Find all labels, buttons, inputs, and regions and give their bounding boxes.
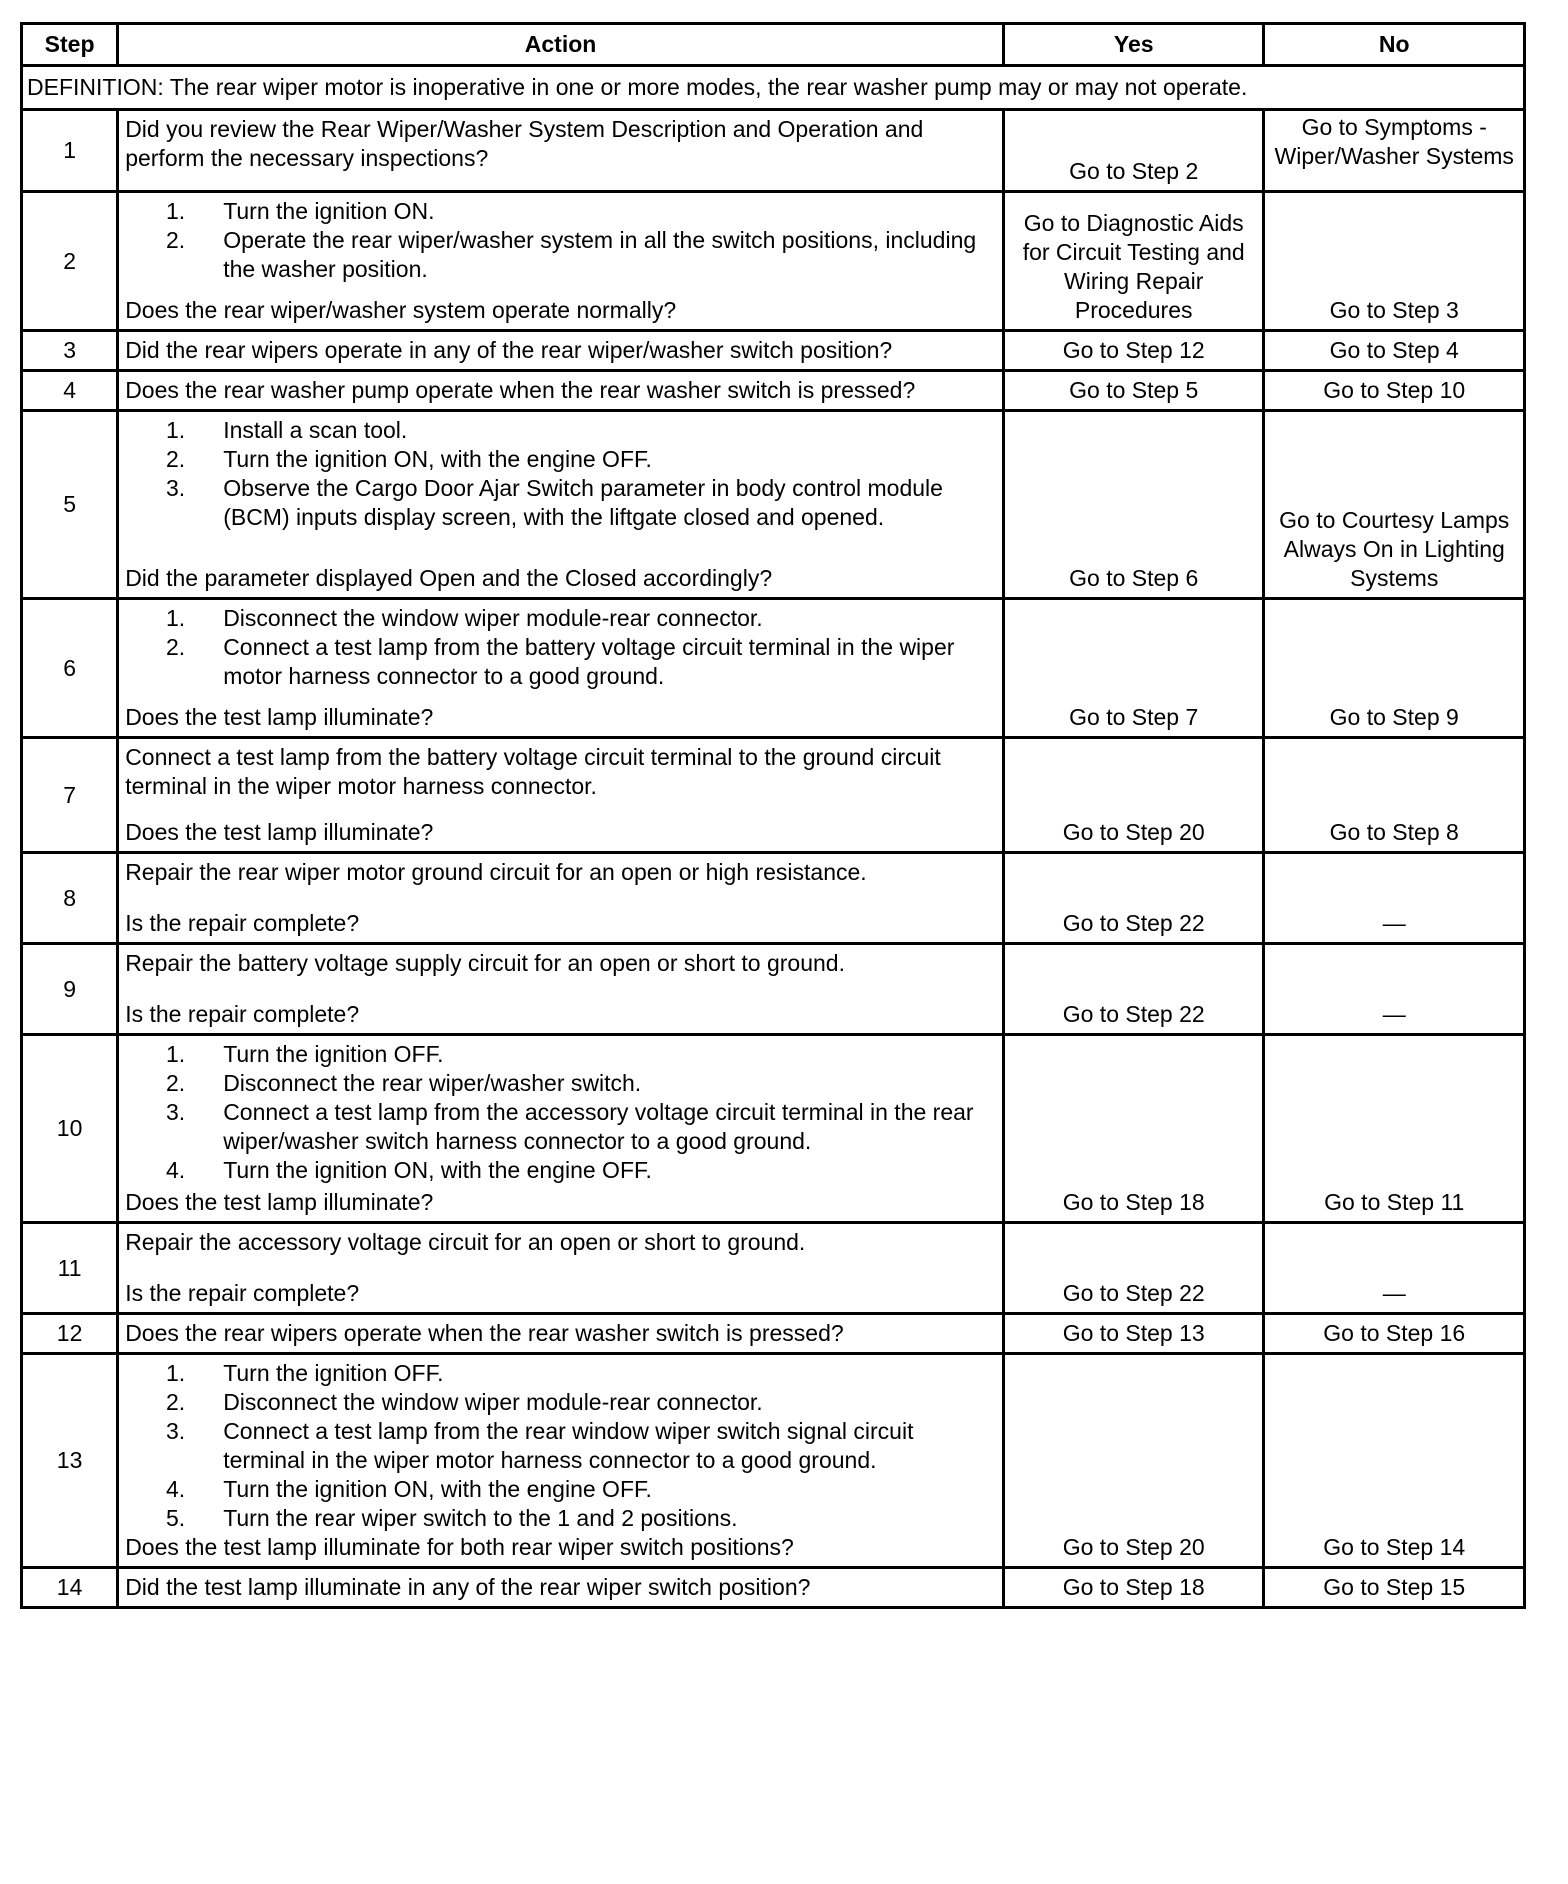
- table-row: [22, 738, 1525, 853]
- action-content: [125, 1359, 996, 1562]
- table-row: [22, 1223, 1525, 1314]
- spacer: [125, 691, 996, 703]
- no-result: —: [1264, 853, 1525, 944]
- action-question: Does the rear washer pump operate when the rear washer switch is pressed?: [125, 377, 916, 403]
- step-number: 11: [22, 1223, 118, 1314]
- list-item-number: 2.: [166, 1389, 186, 1415]
- table-row: [22, 1568, 1525, 1608]
- action-instructions: [125, 858, 996, 887]
- action-content: [125, 336, 996, 365]
- action-cell: [118, 411, 1004, 599]
- header-action: Action: [118, 24, 1004, 66]
- action-content: [125, 416, 996, 593]
- action-step-list: [125, 604, 996, 691]
- list-item-text: Turn the ignition OFF.: [223, 1360, 444, 1386]
- action-cell: [118, 371, 1004, 411]
- yes-result: Go to Diagnostic Aids for Circuit Testing and Wiring Repair Procedures: [1003, 192, 1264, 331]
- step-number: 8: [22, 853, 118, 944]
- list-item-text: Operate the rear wiper/washer system in all the switch positions, including the washer position.: [223, 227, 977, 282]
- action-question: Did the test lamp illuminate in any of the rear wiper switch position?: [125, 1574, 811, 1600]
- list-item-number: 1.: [166, 198, 186, 224]
- header-yes: Yes: [1003, 24, 1264, 66]
- list-item-number: 5.: [166, 1505, 186, 1531]
- no-result: Go to Step 11: [1264, 1035, 1525, 1223]
- action-content: [125, 1040, 996, 1217]
- list-item-text: Connect a test lamp from the battery voltage circuit terminal in the wiper motor harness connector to a good ground.: [223, 634, 955, 689]
- yes-result: Go to Step 2: [1003, 110, 1264, 192]
- list-item: [125, 1388, 996, 1417]
- list-item: [125, 1359, 996, 1388]
- list-item-number: 1.: [166, 605, 186, 631]
- yes-result: Go to Step 5: [1003, 371, 1264, 411]
- yes-result: Go to Step 7: [1003, 599, 1264, 738]
- list-item-number: 1.: [166, 417, 186, 443]
- action-content: [125, 949, 996, 1029]
- step-number: 3: [22, 331, 118, 371]
- action-cell: [118, 1314, 1004, 1354]
- step-number: 13: [22, 1354, 118, 1568]
- list-item: [125, 604, 996, 633]
- no-result: Go to Step 8: [1264, 738, 1525, 853]
- action-cell: [118, 738, 1004, 853]
- yes-result: Go to Step 20: [1003, 1354, 1264, 1568]
- action-cell: [118, 853, 1004, 944]
- action-question: Is the repair complete?: [125, 1001, 360, 1027]
- list-item: [125, 416, 996, 445]
- list-item-number: 3.: [166, 1418, 186, 1444]
- action-step-list: [125, 416, 996, 532]
- list-item: [125, 1069, 996, 1098]
- spacer: [125, 887, 996, 909]
- list-item: [125, 445, 996, 474]
- yes-result: Go to Step 22: [1003, 1223, 1264, 1314]
- action-instructions: [125, 1040, 996, 1185]
- yes-result: Go to Step 18: [1003, 1035, 1264, 1223]
- yes-result: Go to Step 18: [1003, 1568, 1264, 1608]
- action-question: Does the rear wiper/washer system operate normally?: [125, 297, 677, 323]
- action-step-list: [125, 1359, 996, 1533]
- action-question: Is the repair complete?: [125, 1280, 360, 1306]
- action-cell: [118, 1035, 1004, 1223]
- list-item-text: Turn the ignition ON.: [223, 198, 435, 224]
- list-item-text: Connect a test lamp from the accessory voltage circuit terminal in the rear wiper/washer switch harness connector to a good ground.: [223, 1099, 974, 1154]
- action-cell: [118, 192, 1004, 331]
- action-question: Does the test lamp illuminate?: [125, 1189, 434, 1215]
- table-row: [22, 944, 1525, 1035]
- no-result: Go to Step 9: [1264, 599, 1525, 738]
- list-item-number: 2.: [166, 227, 186, 253]
- no-result: Go to Step 16: [1264, 1314, 1525, 1354]
- table-row: [22, 1354, 1525, 1568]
- action-instructions: [125, 604, 996, 691]
- table-row: [22, 331, 1525, 371]
- action-question: Did you review the Rear Wiper/Washer System Description and Operation and perform the necessary inspections?: [125, 116, 924, 171]
- header-no: No: [1264, 24, 1525, 66]
- action-cell: [118, 110, 1004, 192]
- no-result: Go to Step 4: [1264, 331, 1525, 371]
- list-item: [125, 1098, 996, 1156]
- action-cell: [118, 331, 1004, 371]
- action-question: Did the rear wipers operate in any of the rear wiper/washer switch position?: [125, 337, 893, 363]
- action-content: [125, 197, 996, 325]
- step-number: 5: [22, 411, 118, 599]
- yes-result: Go to Step 22: [1003, 853, 1264, 944]
- list-item-number: 1.: [166, 1041, 186, 1067]
- step-number: 6: [22, 599, 118, 738]
- diagnostic-table-container: [20, 22, 1526, 1609]
- action-instructions: [125, 416, 996, 532]
- action-content: [125, 376, 996, 405]
- table-row: [22, 853, 1525, 944]
- list-item-number: 2.: [166, 634, 186, 660]
- table-row: [22, 110, 1525, 192]
- action-instructions: [125, 1228, 996, 1257]
- table-row: [22, 371, 1525, 411]
- table-row: [22, 411, 1525, 599]
- action-instructions: [125, 197, 996, 284]
- list-item-text: Disconnect the window wiper module-rear connector.: [223, 605, 763, 631]
- action-content: [125, 1228, 996, 1308]
- list-item: [125, 197, 996, 226]
- list-item-number: 3.: [166, 1099, 186, 1125]
- spacer: [125, 532, 996, 564]
- list-item-text: Turn the ignition OFF.: [223, 1041, 444, 1067]
- table-row: [22, 192, 1525, 331]
- no-result: Go to Step 3: [1264, 192, 1525, 331]
- action-question: Is the repair complete?: [125, 910, 360, 936]
- action-question: Does the rear wipers operate when the rear washer switch is pressed?: [125, 1320, 844, 1346]
- step-number: 2: [22, 192, 118, 331]
- list-item-text: Turn the ignition ON, with the engine OFF.: [223, 1157, 652, 1183]
- table-row: [22, 1035, 1525, 1223]
- action-content: [125, 1573, 996, 1602]
- action-lead-text: Repair the accessory voltage circuit for an open or short to ground.: [125, 1229, 806, 1255]
- list-item-text: Turn the ignition ON, with the engine OFF.: [223, 446, 652, 472]
- action-question: Does the test lamp illuminate?: [125, 819, 434, 845]
- list-item-text: Turn the rear wiper switch to the 1 and 2 positions.: [223, 1505, 738, 1531]
- diagnostic-table: [20, 22, 1526, 1609]
- list-item: [125, 633, 996, 691]
- action-question: Does the test lamp illuminate?: [125, 704, 434, 730]
- list-item-text: Turn the ignition ON, with the engine OFF.: [223, 1476, 652, 1502]
- action-content: [125, 115, 996, 186]
- action-instructions: [125, 1359, 996, 1533]
- spacer: [125, 284, 996, 296]
- spacer: [125, 1257, 996, 1279]
- action-cell: [118, 1568, 1004, 1608]
- no-result: —: [1264, 1223, 1525, 1314]
- header-step: Step: [22, 24, 118, 66]
- list-item: [125, 226, 996, 284]
- action-cell: [118, 1354, 1004, 1568]
- no-result: Go to Symptoms - Wiper/Washer Systems: [1264, 110, 1525, 192]
- action-step-list: [125, 197, 996, 284]
- action-content: [125, 858, 996, 938]
- list-item-text: Observe the Cargo Door Ajar Switch parameter in body control module (BCM) inputs display screen, with the liftgate closed and opened.: [223, 475, 943, 530]
- yes-result: Go to Step 22: [1003, 944, 1264, 1035]
- action-content: [125, 743, 996, 847]
- action-content: [125, 1319, 996, 1348]
- yes-result: Go to Step 6: [1003, 411, 1264, 599]
- action-lead-text: Repair the rear wiper motor ground circuit for an open or high resistance.: [125, 859, 867, 885]
- no-result: Go to Step 14: [1264, 1354, 1525, 1568]
- action-cell: [118, 944, 1004, 1035]
- list-item-number: 2.: [166, 446, 186, 472]
- list-item-text: Disconnect the rear wiper/washer switch.: [223, 1070, 642, 1096]
- yes-result: Go to Step 13: [1003, 1314, 1264, 1354]
- no-result: Go to Courtesy Lamps Always On in Lighting Systems: [1264, 411, 1525, 599]
- no-result: Go to Step 15: [1264, 1568, 1525, 1608]
- definition-row: [22, 66, 1525, 110]
- list-item: [125, 1156, 996, 1185]
- step-number: 12: [22, 1314, 118, 1354]
- list-item: [125, 1417, 996, 1475]
- header-row: [22, 24, 1525, 66]
- list-item-number: 2.: [166, 1070, 186, 1096]
- no-result: —: [1264, 944, 1525, 1035]
- step-number: 14: [22, 1568, 118, 1608]
- list-item-text: Install a scan tool.: [223, 417, 408, 443]
- action-cell: [118, 1223, 1004, 1314]
- table-row: [22, 1314, 1525, 1354]
- action-step-list: [125, 1040, 996, 1185]
- list-item-text: Disconnect the window wiper module-rear connector.: [223, 1389, 763, 1415]
- spacer: [125, 978, 996, 1000]
- action-question: Does the test lamp illuminate for both rear wiper switch positions?: [125, 1534, 794, 1560]
- step-number: 7: [22, 738, 118, 853]
- list-item-number: 4.: [166, 1476, 186, 1502]
- step-number: 10: [22, 1035, 118, 1223]
- action-lead-text: Repair the battery voltage supply circuit for an open or short to ground.: [125, 950, 845, 976]
- action-instructions: [125, 949, 996, 978]
- list-item-text: Connect a test lamp from the rear window wiper switch signal circuit terminal in the wiper motor harness connector to a good ground.: [223, 1418, 914, 1473]
- spacer: [125, 801, 996, 818]
- list-item: [125, 1475, 996, 1504]
- list-item-number: 4.: [166, 1157, 186, 1183]
- no-result: Go to Step 10: [1264, 371, 1525, 411]
- list-item-number: 3.: [166, 475, 186, 501]
- action-lead-text: Connect a test lamp from the battery voltage circuit terminal to the ground circuit terminal in the wiper motor harness connector.: [125, 744, 941, 799]
- yes-result: Go to Step 20: [1003, 738, 1264, 853]
- list-item-number: 1.: [166, 1360, 186, 1386]
- list-item: [125, 1040, 996, 1069]
- step-number: 9: [22, 944, 118, 1035]
- list-item: [125, 474, 996, 532]
- action-content: [125, 604, 996, 732]
- action-question: Did the parameter displayed Open and the Closed accordingly?: [125, 565, 773, 591]
- action-cell: [118, 599, 1004, 738]
- yes-result: Go to Step 12: [1003, 331, 1264, 371]
- definition-text: DEFINITION: The rear wiper motor is inoperative in one or more modes, the rear washer pump may or may not operate.: [22, 66, 1525, 110]
- list-item: [125, 1504, 996, 1533]
- table-row: [22, 599, 1525, 738]
- step-number: 1: [22, 110, 118, 192]
- step-number: 4: [22, 371, 118, 411]
- action-instructions: [125, 743, 996, 801]
